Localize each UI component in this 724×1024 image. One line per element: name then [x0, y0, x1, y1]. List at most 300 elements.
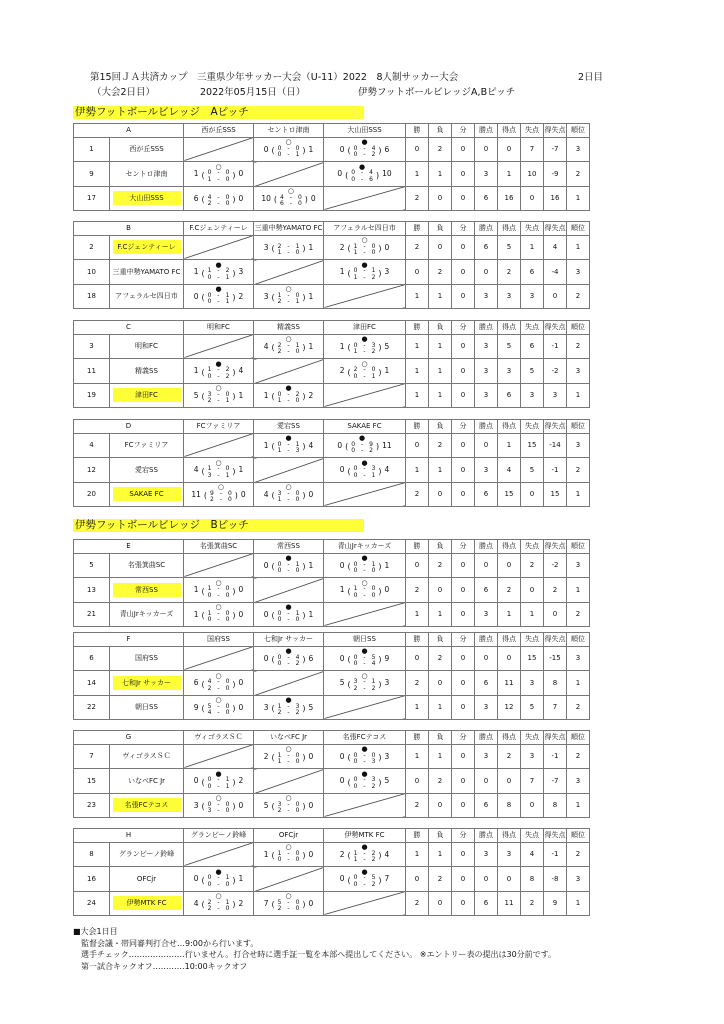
- stat-value: 1: [567, 186, 590, 211]
- second-half-score: 2 - 2: [353, 684, 376, 692]
- score-total-left: 5: [339, 678, 345, 688]
- second-half-score: 4 - 0: [207, 709, 230, 717]
- team-name: OFCjr: [110, 867, 184, 892]
- stat-value: 2: [498, 578, 521, 603]
- stat-value: -4: [544, 260, 567, 285]
- half-scores: [201, 580, 237, 600]
- stat-value: 1: [406, 744, 429, 769]
- paren-left: (: [201, 586, 205, 596]
- stat-value: 1: [406, 334, 429, 359]
- match-result: [254, 695, 324, 720]
- stat-header: 勝: [406, 420, 429, 434]
- match-result: [254, 646, 324, 671]
- paren-right: ): [302, 293, 306, 303]
- half-scores: [201, 188, 237, 208]
- paren-right: ): [232, 611, 236, 621]
- first-half-score: 0 - 1: [277, 560, 300, 568]
- team-name-text: SAKAE FC: [113, 487, 181, 501]
- paren-right: ): [378, 466, 382, 476]
- self-match-cell: [324, 383, 406, 408]
- score-total-left: 2: [339, 366, 345, 376]
- first-half-score: 0 - 1: [277, 440, 300, 448]
- stat-value: 1: [567, 891, 590, 916]
- stat-header: 勝点: [475, 222, 498, 236]
- team-number: 2: [74, 235, 110, 260]
- stat-value: 2: [406, 793, 429, 818]
- score-block: [264, 604, 314, 624]
- first-half-score: 3 - 1: [353, 678, 376, 686]
- stat-value: 3: [475, 695, 498, 720]
- stat-value: 0: [406, 433, 429, 458]
- score-block: [340, 336, 390, 356]
- stat-value: 6: [475, 186, 498, 211]
- second-half-score: 1 - 2: [353, 348, 376, 356]
- score-total-right: 1: [238, 874, 244, 884]
- stat-header: 負: [429, 540, 452, 554]
- team-name: セントロ津南: [110, 162, 184, 187]
- score-total-right: 0: [308, 800, 314, 810]
- stat-header: 得点: [498, 540, 521, 554]
- score-total-left: 1: [193, 609, 199, 619]
- second-half-score: 0 - 2: [353, 782, 376, 790]
- half-scores: [347, 460, 383, 480]
- score-total-left: 5: [263, 800, 269, 810]
- stat-value: 2: [567, 602, 590, 627]
- score-total-right: 3: [238, 267, 244, 277]
- paren-left: (: [271, 293, 275, 303]
- second-half-score: 0 - 1: [207, 782, 230, 790]
- team-row: [74, 235, 590, 260]
- opponent-header: 三重中勢YAMATO FC: [254, 222, 324, 236]
- half-scores: [347, 771, 383, 791]
- stat-header: 勝点: [475, 731, 498, 745]
- half-scores: [271, 844, 307, 864]
- paren-right: ): [304, 195, 308, 205]
- result-mark-icon: ○: [215, 696, 222, 705]
- half-scores: [271, 286, 307, 306]
- match-result: [184, 769, 254, 794]
- stat-value: 0: [452, 186, 475, 211]
- team-name: アフェラルセ四日市: [110, 284, 184, 309]
- stat-value: 1: [406, 695, 429, 720]
- stat-value: 1: [498, 433, 521, 458]
- result-mark-icon: ●: [285, 696, 292, 705]
- score-block: [340, 361, 390, 381]
- paren-right: ): [302, 343, 306, 353]
- team-row: [74, 334, 590, 359]
- match-result: [324, 137, 406, 162]
- score-total-right: 1: [308, 144, 314, 154]
- paren-right: ): [302, 753, 306, 763]
- paren-left: (: [271, 491, 275, 501]
- first-half-score: 0 - 2: [277, 390, 300, 398]
- result-mark-icon: ●: [215, 285, 222, 294]
- stat-value: 1: [521, 235, 544, 260]
- stat-header: 順位: [567, 540, 590, 554]
- opponent-header: 西が丘SSS: [184, 124, 254, 138]
- score-block: [194, 164, 244, 184]
- stat-value: 3: [544, 383, 567, 408]
- paren-left: (: [347, 244, 351, 254]
- team-name: [110, 383, 184, 408]
- score-total-left: 1: [193, 267, 199, 277]
- result-mark-icon: ○: [285, 794, 292, 803]
- paren-right: ): [378, 562, 382, 572]
- team-row: [74, 284, 590, 309]
- team-name-text: 大山田SSS: [113, 191, 181, 205]
- half-scores: [271, 746, 307, 766]
- score-total-left: 1: [193, 585, 199, 595]
- team-number: 18: [74, 284, 110, 309]
- first-half-score: 4 - 0: [207, 678, 230, 686]
- result-mark-icon: ○: [285, 335, 292, 344]
- stat-value: 8: [544, 793, 567, 818]
- self-match-cell: [184, 433, 254, 458]
- team-number: 9: [74, 162, 110, 187]
- group-table-b: [73, 221, 590, 309]
- paren-right: ): [232, 170, 236, 180]
- score-total-left: 4: [193, 898, 199, 908]
- score-total-left: 5: [193, 390, 199, 400]
- team-number: 21: [74, 602, 110, 627]
- first-half-score: 5 - 0: [207, 702, 230, 710]
- stat-header: 失点: [521, 420, 544, 434]
- team-number: 1: [74, 137, 110, 162]
- paren-left: (: [347, 343, 351, 353]
- first-half-score: 0 - 1: [207, 776, 230, 784]
- score-block: [264, 697, 314, 717]
- stat-value: 2: [429, 137, 452, 162]
- match-result: [324, 553, 406, 578]
- stat-value: 1: [406, 458, 429, 483]
- score-block: [337, 435, 391, 455]
- first-half-score: 0 - 1: [207, 291, 230, 299]
- self-match-cell: [324, 695, 406, 720]
- self-match-cell: [184, 334, 254, 359]
- stat-header: 順位: [567, 321, 590, 335]
- score-block: [264, 336, 314, 356]
- score-total-right: 1: [308, 560, 314, 570]
- result-mark-icon: ●: [215, 769, 222, 778]
- self-match-cell: [184, 235, 254, 260]
- stat-value: -1: [544, 334, 567, 359]
- stat-value: 3: [521, 284, 544, 309]
- score-block: [340, 746, 390, 766]
- pitch-label: 伊勢フットボールビレッジ Aピッチ: [73, 106, 364, 119]
- score-block: [264, 139, 314, 159]
- self-match-cell: [254, 260, 324, 285]
- paren-left: (: [201, 367, 205, 377]
- stat-value: 0: [452, 482, 475, 507]
- notes: [73, 926, 556, 972]
- paren-right: ): [232, 586, 236, 596]
- paren-left: (: [347, 367, 351, 377]
- tournament-title: 第15回ＪＡ共済カップ 三重県少年サッカー大会（U-11）2022 8人制サッカー大会: [90, 72, 459, 83]
- stat-value: -1: [544, 458, 567, 483]
- stat-value: -2: [544, 553, 567, 578]
- stat-header: 勝点: [475, 829, 498, 843]
- stat-value: 7: [521, 137, 544, 162]
- second-half-score: 0 - 0: [277, 856, 300, 864]
- team-number: 6: [74, 646, 110, 671]
- result-mark-icon: ●: [285, 603, 292, 612]
- paren-right: ): [302, 244, 306, 254]
- paren-right: ): [232, 392, 236, 402]
- stat-header: 順位: [567, 829, 590, 843]
- result-mark-icon: ○: [215, 384, 222, 393]
- first-half-score: 0 - 0: [277, 144, 300, 152]
- score-total-right: 0: [308, 751, 314, 761]
- stat-value: 2: [429, 769, 452, 794]
- score-total-left: 0: [339, 874, 345, 884]
- team-row: [74, 359, 590, 384]
- match-result: [254, 334, 324, 359]
- stat-value: 0: [452, 553, 475, 578]
- second-half-score: 0 - 6: [351, 175, 374, 183]
- half-scores: [201, 673, 237, 693]
- stat-value: 7: [544, 695, 567, 720]
- stat-value: 0: [429, 186, 452, 211]
- result-mark-icon: ○: [287, 187, 294, 196]
- score-total-right: 0: [308, 898, 314, 908]
- half-scores: [201, 262, 237, 282]
- stat-header: 得点: [498, 633, 521, 647]
- paren-right: ): [378, 343, 382, 353]
- score-total-left: 2: [339, 849, 345, 859]
- score-block: [264, 648, 314, 668]
- team-row: [74, 695, 590, 720]
- match-result: [184, 695, 254, 720]
- stat-value: 0: [498, 553, 521, 578]
- stat-value: 0: [544, 284, 567, 309]
- score-total-left: 0: [339, 465, 345, 475]
- stat-value: 6: [475, 578, 498, 603]
- paren-right: ): [232, 367, 236, 377]
- match-result: [254, 186, 324, 211]
- half-scores: [201, 604, 237, 624]
- self-match-cell: [254, 359, 324, 384]
- paren-left: (: [347, 875, 351, 885]
- result-mark-icon: ●: [215, 260, 222, 269]
- team-row: [74, 671, 590, 696]
- stat-value: 0: [406, 553, 429, 578]
- score-total-left: 6: [193, 193, 199, 203]
- paren-left: (: [271, 244, 275, 254]
- team-row: [74, 458, 590, 483]
- stat-value: 3: [521, 744, 544, 769]
- paren-right: ): [232, 777, 236, 787]
- paren-left: (: [201, 268, 205, 278]
- stat-header: 得点: [498, 829, 521, 843]
- self-match-cell: [324, 284, 406, 309]
- second-half-score: 2 - 1: [277, 298, 300, 306]
- paren-left: (: [201, 466, 205, 476]
- team-row: [74, 602, 590, 627]
- team-name: グランビーノ鈴峰: [110, 842, 184, 867]
- first-half-score: 1 - 0: [207, 585, 230, 593]
- stat-value: 0: [429, 891, 452, 916]
- score-block: [194, 262, 244, 282]
- second-half-score: 0 - 2: [207, 372, 230, 380]
- stat-value: 3: [567, 769, 590, 794]
- stat-value: 1: [429, 284, 452, 309]
- score-total-right: 4: [238, 366, 244, 376]
- team-number: 8: [74, 842, 110, 867]
- stat-value: 2: [521, 553, 544, 578]
- first-half-score: 2 - 0: [353, 366, 376, 374]
- stat-value: -1: [544, 842, 567, 867]
- team-name: ヴィゴラスＳＣ: [110, 744, 184, 769]
- stat-value: 1: [406, 284, 429, 309]
- result-mark-icon: ○: [361, 236, 368, 245]
- stat-value: 1: [498, 602, 521, 627]
- stat-header: 分: [452, 540, 475, 554]
- team-name-text: 津田FC: [113, 388, 181, 402]
- score-total-right: 10: [382, 169, 392, 179]
- stat-header: 失点: [521, 124, 544, 138]
- score-total-left: 0: [339, 751, 345, 761]
- score-block: [264, 484, 314, 504]
- second-half-score: 0 - 1: [207, 298, 230, 306]
- half-scores: [271, 237, 307, 257]
- group-name: H: [74, 829, 184, 843]
- stat-value: 1: [521, 602, 544, 627]
- stat-value: 2: [429, 260, 452, 285]
- paren-right: ): [378, 851, 382, 861]
- first-half-score: 1 - 0: [353, 585, 376, 593]
- result-mark-icon: ●: [285, 384, 292, 393]
- paren-left: (: [201, 777, 205, 787]
- team-name-text: 常西SS: [113, 583, 181, 597]
- first-half-score: 0 - 1: [277, 609, 300, 617]
- paren-right: ): [378, 655, 382, 665]
- first-half-score: 0 - 3: [353, 341, 376, 349]
- score-total-left: 0: [263, 653, 269, 663]
- result-mark-icon: ○: [285, 892, 292, 901]
- stat-value: 0: [452, 842, 475, 867]
- match-result: [324, 769, 406, 794]
- match-result: [324, 260, 406, 285]
- score-block: [194, 673, 244, 693]
- note-line: 第一試合キックオフ…………10:00キックオフ: [73, 961, 248, 971]
- team-row: [74, 867, 590, 892]
- match-result: [184, 284, 254, 309]
- score-total-right: 1: [238, 465, 244, 475]
- stat-value: 2: [498, 260, 521, 285]
- team-row: [74, 842, 590, 867]
- second-half-score: 1 - 2: [353, 856, 376, 864]
- first-half-score: 3 - 0: [277, 489, 300, 497]
- stat-value: 3: [498, 842, 521, 867]
- score-total-right: 5: [384, 776, 390, 786]
- stat-value: 0: [475, 646, 498, 671]
- score-total-right: 1: [384, 560, 390, 570]
- score-total-right: 0: [238, 609, 244, 619]
- stat-header: 失点: [521, 321, 544, 335]
- team-number: 22: [74, 695, 110, 720]
- stat-value: 7: [521, 769, 544, 794]
- score-total-left: 10: [261, 193, 271, 203]
- match-result: [184, 482, 254, 507]
- self-match-cell: [324, 482, 406, 507]
- group-name: D: [74, 420, 184, 434]
- stat-value: 2: [406, 235, 429, 260]
- score-total-left: 1: [193, 169, 199, 179]
- score-block: [194, 580, 244, 600]
- self-match-cell: [184, 553, 254, 578]
- match-result: [324, 744, 406, 769]
- half-scores: [347, 555, 383, 575]
- second-half-score: 0 - 2: [353, 151, 376, 159]
- opponent-header: いなべFC Jr: [254, 731, 324, 745]
- stat-header: 勝: [406, 633, 429, 647]
- match-result: [254, 137, 324, 162]
- second-half-score: 0 - 0: [353, 591, 376, 599]
- opponent-header: 愛宕SS: [254, 420, 324, 434]
- stat-value: 15: [521, 433, 544, 458]
- paren-right: ): [302, 146, 306, 156]
- first-half-score: 0 - 3: [353, 776, 376, 784]
- score-total-right: 2: [238, 291, 244, 301]
- score-total-left: 1: [339, 585, 345, 595]
- result-mark-icon: ○: [361, 359, 368, 368]
- stat-value: 2: [544, 578, 567, 603]
- team-name: 名張箕曲SC: [110, 553, 184, 578]
- stat-value: 1: [567, 383, 590, 408]
- paren-left: (: [271, 611, 275, 621]
- stat-value: 15: [544, 482, 567, 507]
- score-total-left: 0: [339, 776, 345, 786]
- score-total-right: 3: [384, 751, 390, 761]
- second-half-score: 2 - 0: [277, 348, 300, 356]
- score-total-right: 7: [384, 874, 390, 884]
- score-block: [194, 795, 244, 815]
- score-total-left: 1: [193, 366, 199, 376]
- half-scores: [271, 336, 307, 356]
- opponent-header: 明和FC: [184, 321, 254, 335]
- match-result: [184, 359, 254, 384]
- score-block: [191, 484, 245, 504]
- match-result: [254, 744, 324, 769]
- score-block: [264, 746, 314, 766]
- score-total-right: 6: [384, 144, 390, 154]
- stat-value: 2: [498, 744, 521, 769]
- second-half-score: 2 - 1: [207, 397, 230, 405]
- match-result: [254, 891, 324, 916]
- stat-value: 2: [406, 891, 429, 916]
- stat-value: 2: [429, 433, 452, 458]
- stat-value: -7: [544, 137, 567, 162]
- half-scores: [271, 893, 307, 913]
- stat-value: 0: [498, 137, 521, 162]
- stat-header: 勝: [406, 321, 429, 335]
- match-result: [184, 260, 254, 285]
- score-total-left: 0: [193, 776, 199, 786]
- opponent-header: 青山Jrキッカーズ: [324, 540, 406, 554]
- stat-value: 3: [567, 137, 590, 162]
- first-half-score: 0 - 9: [351, 440, 374, 448]
- team-name: 精義SS: [110, 359, 184, 384]
- paren-left: (: [271, 343, 275, 353]
- stat-value: 6: [498, 383, 521, 408]
- self-match-cell: [324, 891, 406, 916]
- score-block: [264, 435, 314, 455]
- team-number: 4: [74, 433, 110, 458]
- first-half-score: 1 - 3: [277, 702, 300, 710]
- stat-header: 得点: [498, 321, 521, 335]
- score-block: [337, 164, 391, 184]
- stat-value: 5: [521, 359, 544, 384]
